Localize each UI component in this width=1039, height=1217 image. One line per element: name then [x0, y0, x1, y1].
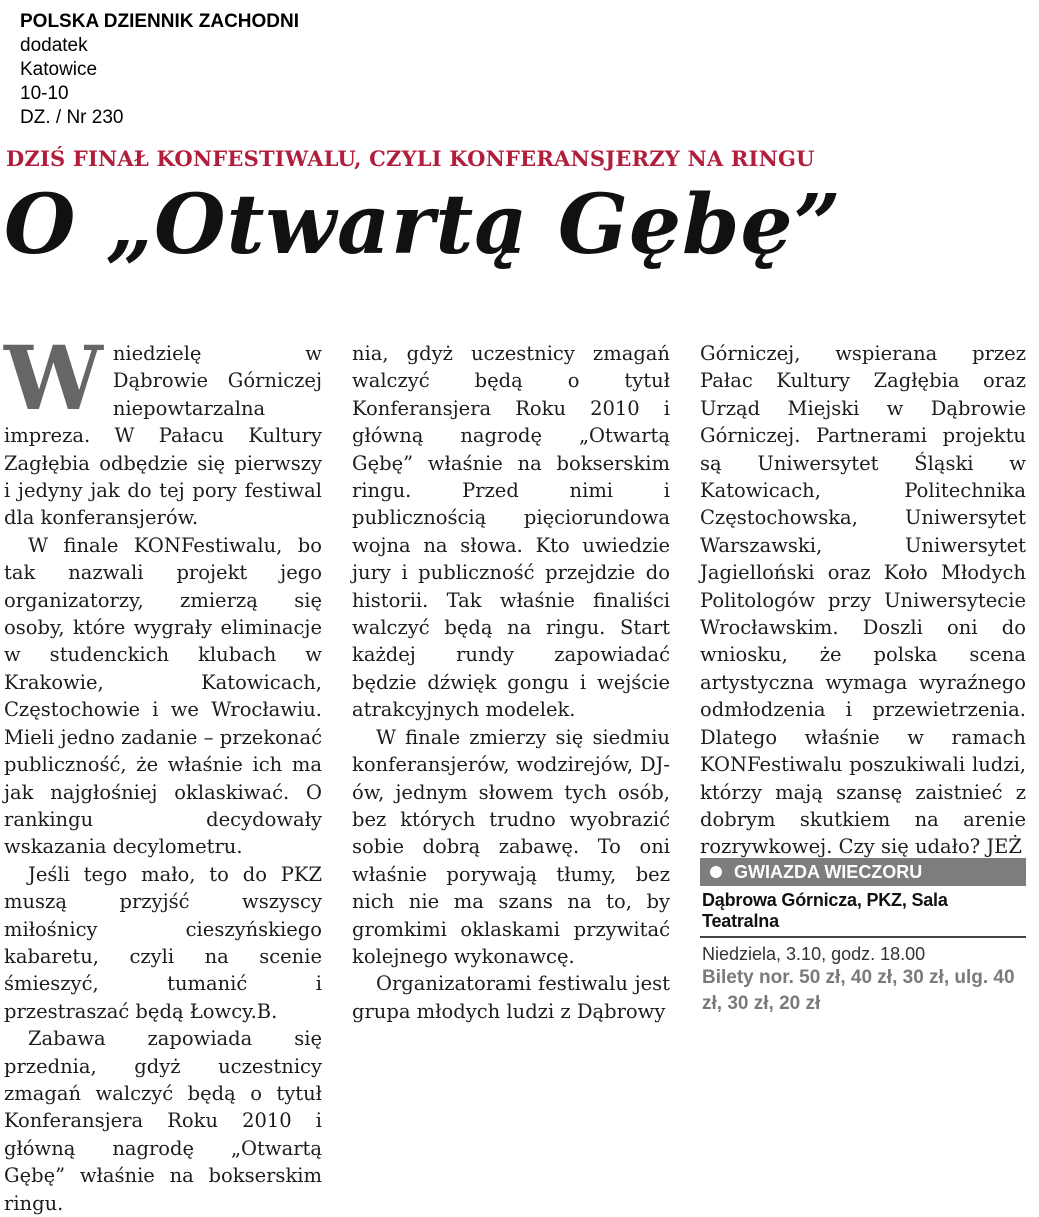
article-headline: O „Otwartą Gębę”	[4, 177, 842, 273]
paragraph: W finale zmierzy się siedmiu konferansjerów, wodzirejów, DJ-ów, jednym słowem tych osób, bez których trudno wyobrazić sobie dobrą zabawę. To oni właśnie porywają tłumy, bez nich nie ma szans na to, by gromkimi oklaskami przywitać kolejnego wykonawcę.	[352, 725, 670, 968]
drop-cap: W	[4, 326, 103, 430]
bullet-icon	[710, 866, 722, 878]
article-column-1	[4, 326, 322, 1215]
article-column-2	[352, 340, 670, 1023]
infobox-header	[700, 858, 1026, 886]
ticket-prices: Bilety nor. 50 zł, 40 zł, 30 zł, ulg. 40 zł, 30 zł, 20 zł	[702, 967, 1015, 1014]
event-datetime: Niedziela, 3.10, godz. 18.00	[702, 944, 926, 964]
publication-meta	[20, 10, 299, 130]
paragraph: nia, gdyż uczestnicy zmagań walczyć będą o tytuł Konferansjera Roku 2010 i główną nagrodę „Otwartą Gębę” właśnie na bokserskim ringu. Przed nimi i publicznością pięciorundowa wojna na słowa. Kto uwiedzie jury i publiczność przejdzie do historii. Tak właśnie finaliści walczyć będą na ringu. Start każdej rundy zapowiadać będzie dźwięk gongu i wejście atrakcyjnych modelek.	[352, 342, 670, 722]
issue-number: DZ. / Nr 230	[20, 107, 124, 128]
paragraph: Górniczej, wspierana przez Pałac Kultury Zagłębia oraz Urząd Miejski w Dąbrowie Górniczej. Partnerami projektu są Uniwersytet Śląski w Katowicach, Politechnika Częstochowska, Uniwersytet Warszawski, Uniwersytet Jagielloński oraz Koło Młodych Politologów przy Uniwersytecie Wrocławskim. Doszli oni do wniosku, że polska scena artystyczna wymaga wyraźnego odmłodzenia i przewietrzenia. Dlatego właśnie w ramach KONFestiwalu poszukiwali ludzi, którzy mają szansę zaistnieć z dobrym skutkiem na arenie rozrywkowej. Czy się udało? JEŻ	[700, 342, 1026, 859]
paragraph: Zabawa zapowiada się przedniа, gdyż uczestnicy zmagań walczyć będą o tytuł Konferansjera Roku 2010 i główną nagrodę „Otwartą Gębę” właśnie na bokserskim ringu.	[4, 1027, 322, 1215]
paragraph: W finale KONFestiwalu, bo tak nazwali projekt jego organizatorzy, zmierzą się osoby, które wygrały eliminacje w studenckich klubach w Krakowie, Katowicach, Częstochowie i we Wrocławiu. Mieli jedno zadanie – przekonać publiczność, że właśnie ich ma jak najgłośniej oklaskiwać. O rankingu decydowały wskazania decylometru.	[4, 533, 322, 859]
paragraph	[4, 326, 322, 532]
section-name: dodatek	[20, 35, 88, 56]
event-infobox	[700, 858, 1026, 1017]
event-location: Dąbrowa Górnicza, PKZ, Sala Teatralna	[700, 886, 1026, 938]
infobox-title: GWIAZDA WIECZORU	[734, 862, 923, 882]
article-kicker: DZIŚ FINAŁ KONFESTIWALU, CZYLI KONFERANSJERZY NA RINGU	[6, 146, 815, 171]
article-column-3	[700, 340, 1026, 859]
city-name: Katowice	[20, 59, 98, 80]
publication-date: 10-10	[20, 83, 69, 104]
publication-name: POLSKA DZIENNIK ZACHODNI	[20, 11, 300, 32]
paragraph-text: niedzielę w Dąbrowie Górniczej niepowtarzalna impreza. W Pałacu Kultury Zagłębia odbędzie się pierwszy i jedyny jak do tej pory festiwal dla konferansjerów.	[4, 342, 322, 530]
paragraph: Jeśli tego mało, to do PKZ muszą przyjść wszyscy miłośnicy cieszyńskiego kabaretu, czyli na scenie śmieszyć, tumanić i przestraszać będą Łowcy.B.	[4, 862, 322, 1023]
paragraph: Organizatorami festiwalu jest grupa młodych ludzi z Dąbrowy	[352, 972, 670, 1023]
